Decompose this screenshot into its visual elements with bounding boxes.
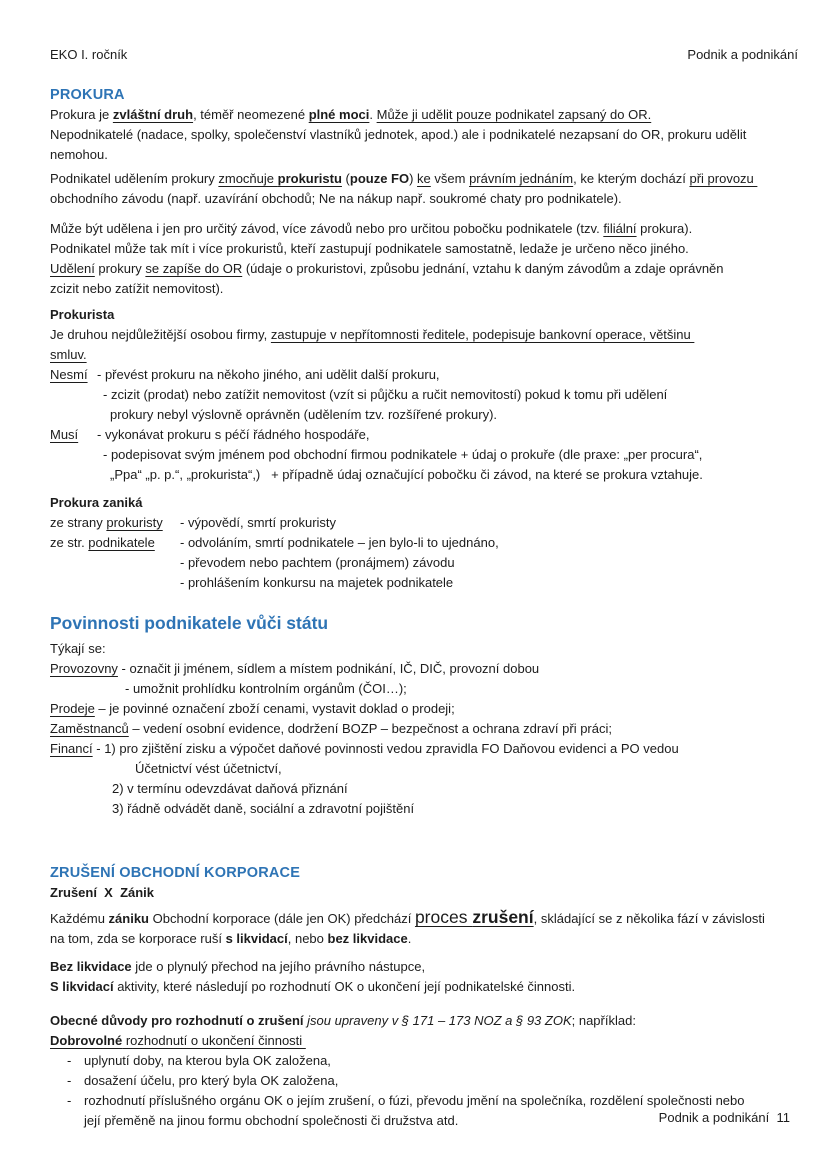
text-run: ze str. (50, 535, 89, 550)
text-run: nemohou. (50, 147, 108, 162)
text-run: 3) řádně odvádět daně, sociální a zdravotní pojištění (112, 801, 415, 816)
text-run: , téměř neomezené (193, 107, 309, 122)
heading-zruseni: ZRUŠENÍ OBCHODNÍ KORPORACE (50, 865, 301, 881)
footer-page-number: 11 (776, 1110, 790, 1125)
text-run: zastupuje v nepřítomnosti ředitele, podepisuje bankovní operace, většinu (270, 327, 695, 342)
text-run: uplynutí doby, na kterou byla OK založena, (84, 1053, 331, 1068)
prokura-intro-line-2 (50, 125, 798, 145)
text-run: „Ppa“ „p. p.“, „prokurista“,) + případně údaj označující pobočku či závod, na které se prokura vztahuje. (110, 467, 703, 482)
text-run: její přeměně na jinou formu obchodní společnosti či družstva atd. (84, 1113, 459, 1128)
text-run: podnikatele (88, 535, 155, 550)
zanika-podnikatel-line-3 (50, 573, 798, 593)
document-body (50, 85, 798, 1131)
text-run: Obchodní korporace (dále jen OK) předchází (149, 911, 415, 926)
text-run: - (67, 1093, 72, 1108)
heading-prokura-zanika: Prokura zaniká (50, 495, 143, 510)
text-run: – vedení osobní evidence, dodržení BOZP – bezpečnost a ochrana zdraví při práci; (128, 721, 612, 736)
text-run: aktivity, které následují po rozhodnutí OK o ukončení její podnikatelské činnosti. (113, 979, 576, 994)
dobrovolne-bullet-1 (50, 1051, 798, 1071)
zanika-podnikatel-row (50, 533, 798, 553)
text-run: Podnikatel může tak mít i více prokuristů, kteří zastupují podnikatele samostatně, ledaže je určeno něco jiného. (50, 241, 689, 256)
text-run: se zapíše do OR (145, 261, 243, 276)
heading-zruseni-x-zanik: Zrušení X Zánik (50, 885, 155, 900)
povinnosti-provozovny (50, 659, 798, 679)
text-run: jsou upraveny v § 171 – 173 NOZ a § 93 ZOK (307, 1013, 572, 1028)
text-run: - 1) pro zjištění zisku a výpočet daňové povinnosti vedou zpravidla FO Daňovou evidenci a PO vedou (92, 741, 679, 756)
prokura-scope-line-2 (50, 239, 798, 259)
povinnosti-financi-4 (50, 799, 798, 819)
text-run: zániku (108, 911, 150, 926)
prokurista-nesmi-line-2 (50, 385, 798, 405)
prokura-grant-line-1 (50, 169, 798, 189)
dobrovolne-bullet-3-label (67, 1091, 84, 1111)
text-run: . (369, 107, 377, 122)
prokura-scope-line-4 (50, 279, 798, 299)
text-run: pouze FO (349, 171, 410, 186)
text-run: prokury nebyl výslovně oprávněn (udělením tzv. rozšířené prokury). (110, 407, 498, 422)
header-course-label: EKO I. ročník (50, 47, 128, 62)
text-run: zvláštní druh (112, 107, 194, 122)
text-run: při provozu (689, 171, 758, 186)
text-run: - převést prokuru na někoho jiného, ani udělit další prokuru, (97, 367, 440, 382)
dobrovolne-bullet-1-content (84, 1051, 331, 1071)
heading-povinnosti: Povinnosti podnikatele vůči státu (50, 613, 329, 633)
text-run: (údaje o prokuristovi, způsobu jednání, vztahu k daným závodům a zdaje oprávněn (242, 261, 724, 276)
text-run: Každému (50, 911, 109, 926)
povinnosti-financi-2 (50, 759, 798, 779)
text-run: Musí (50, 427, 79, 442)
dobrovolne-bullet-2-content (84, 1071, 338, 1091)
prokurista-nesmi-row (50, 365, 798, 385)
prokurista-musi-line-3 (50, 465, 798, 485)
text-run: Zaměstnanců (50, 721, 129, 736)
text-run: všem (430, 171, 470, 186)
dobrovolne-bullet-1-label (67, 1051, 84, 1071)
prokurista-line-2 (50, 345, 798, 365)
text-run: 2) v termínu odevzdávat daňová přiznání (112, 781, 348, 796)
prokura-grant-line-2 (50, 189, 798, 209)
povinnosti-financi (50, 739, 798, 759)
povinnosti-financi-3 (50, 779, 798, 799)
zanika-podnikatel-row-content (180, 533, 499, 553)
text-run: Bez likvidace (50, 959, 132, 974)
zruseni-line-2 (50, 929, 798, 949)
dobrovolne-bullet-2 (50, 1071, 798, 1091)
text-run: - umožnit prohlídku kontrolním orgánům (ČOI…); (125, 681, 407, 696)
heading-prokura: PROKURA (50, 87, 125, 103)
text-run: Obecné důvody pro rozhodnutí o zrušení (50, 1013, 304, 1028)
prokurista-musi-row-label (50, 425, 97, 445)
dobrovolne-bullet-2-label (67, 1071, 84, 1091)
text-run: Účetnictví vést účetnictví, (135, 761, 282, 776)
text-run: na tom, zda se korporace ruší (50, 931, 226, 946)
povinnosti-prodeje (50, 699, 798, 719)
text-run: právním jednáním (469, 171, 574, 186)
text-run: ( (341, 171, 350, 186)
likvidace-line-1 (50, 957, 798, 977)
prokurista-nesmi-line-3 (50, 405, 798, 425)
footer-subject-label: Podnik a podnikání (658, 1110, 770, 1125)
text-run: Dobrovolné (50, 1033, 123, 1048)
text-run: plné moci (308, 107, 370, 122)
prokura-intro-line-3 (50, 145, 798, 165)
zanika-podnikatel-row-label (50, 533, 180, 553)
text-run: Je druhou nejdůležitější osobou firmy, (50, 327, 271, 342)
text-run: dosažení účelu, pro který byla OK založena, (84, 1073, 339, 1088)
text-run: filiální (603, 221, 637, 236)
text-run: - odvoláním, smrtí podnikatele – jen bylo-li to ujednáno, (180, 535, 499, 550)
text-run: - zcizit (prodat) nebo zatížit nemovitost (vzít si půjčku a ručit nemovitostí) pokud k tomu při udělení (103, 387, 668, 402)
text-run: , ke kterým dochází (573, 171, 690, 186)
text-run: - (67, 1053, 72, 1068)
text-run: zrušení (472, 907, 534, 927)
text-run: obchodního závodu (např. uzavírání obchodů; Ne na nákup např. soukromé chaty pro podnikatele). (50, 191, 622, 206)
text-run: – je povinné označení zboží cenami, vystavit doklad o prodeji; (94, 701, 455, 716)
text-run: Udělení (50, 261, 95, 276)
prokurista-nesmi-row-content (97, 365, 440, 385)
text-run: ke (417, 171, 431, 186)
text-run: zmocňuje (218, 171, 278, 186)
zanika-prokurista-row-content (180, 513, 336, 533)
text-run: rozhodnutí o ukončení činnosti (122, 1033, 306, 1048)
text-run: - označit ji jménem, sídlem a místem podnikání, IČ, DIČ, provozní dobou (117, 661, 540, 676)
prokurista-line-1 (50, 325, 798, 345)
prokura-scope-line-3 (50, 259, 798, 279)
text-run: - prohlášením konkursu na majetek podnikatele (180, 575, 454, 590)
text-run: zcizit nebo zatížit nemovitost). (50, 281, 224, 296)
text-run: Týkají se: (50, 641, 106, 656)
text-run: smluv. (50, 347, 87, 362)
text-run: - (67, 1073, 72, 1088)
text-run: jde o plynulý přechod na jejího právního nástupce, (131, 959, 426, 974)
page-footer (644, 1095, 790, 1140)
dobrovolne-line (50, 1031, 798, 1051)
text-run: ; například: (571, 1013, 636, 1028)
text-run: prokuristy (106, 515, 163, 530)
text-run: Prodeje (50, 701, 95, 716)
text-run: Prokura je (50, 107, 113, 122)
text-run: - výpovědí, smrtí prokuristy (180, 515, 337, 530)
text-run: , nebo (287, 931, 328, 946)
text-run: Provozovny (50, 661, 118, 676)
footer-spacer (769, 1110, 776, 1125)
text-run: ) (409, 171, 418, 186)
text-run: bez likvidace (327, 931, 408, 946)
text-run: - vykonávat prokuru s péčí řádného hospodáře, (97, 427, 370, 442)
text-run: . (407, 931, 412, 946)
zanika-podnikatel-line-2 (50, 553, 798, 573)
povinnosti-zamestnancu (50, 719, 798, 739)
povinnosti-intro (50, 639, 798, 659)
page-header (50, 46, 798, 63)
povinnosti-provozovny-2 (50, 679, 798, 699)
prokurista-musi-line-2 (50, 445, 798, 465)
text-run: , skládající se z několika fází v závislosti (533, 911, 765, 926)
text-run: prokuristu (277, 171, 342, 186)
text-run: proces (414, 907, 473, 927)
text-run: Může ji udělit pouze podnikatel zapsaný do OR. (376, 107, 652, 122)
likvidace-line-2 (50, 977, 798, 997)
prokurista-musi-row-content (97, 425, 369, 445)
prokura-scope-line-1 (50, 219, 798, 239)
zruseni-line-1 (50, 909, 798, 929)
text-run: rozhodnutí příslušného orgánu OK o jejím zrušení, o fúzi, převodu jmění na společníka, rozdělení společnosti nebo (84, 1093, 745, 1108)
zanika-prokurista-row-label (50, 513, 180, 533)
text-run: prokura). (636, 221, 693, 236)
text-run: ze strany (50, 515, 107, 530)
prokurista-nesmi-row-label (50, 365, 97, 385)
text-run: s likvidací (225, 931, 288, 946)
text-run: Nesmí (50, 367, 88, 382)
header-subject-label: Podnik a podnikání (687, 47, 798, 62)
prokurista-musi-row (50, 425, 798, 445)
prokura-intro-line-1 (50, 105, 798, 125)
text-run: Nepodnikatelé (nadace, spolky, společenství vlastníků jednotek, apod.) ale i podnikatelé nezapsaní do OR, prokuru udělit (50, 127, 747, 142)
text-run: S likvidací (50, 979, 114, 994)
text-run: - podepisovat svým jménem pod obchodní firmou podnikatele + údaj o prokuře (dle praxe: „per procura“, (103, 447, 703, 462)
text-run: prokury (94, 261, 146, 276)
text-run: Financí (50, 741, 93, 756)
text-run: Může být udělena i jen pro určitý závod, více závodů nebo pro určitou pobočku podnikatele (tzv. (50, 221, 604, 236)
obecne-duvody-line (50, 1011, 798, 1031)
zanika-prokurista-row (50, 513, 798, 533)
text-run: Podnikatel udělením prokury (50, 171, 219, 186)
text-run: - převodem nebo pachtem (pronájmem) závodu (180, 555, 455, 570)
heading-prokurista: Prokurista (50, 307, 115, 322)
